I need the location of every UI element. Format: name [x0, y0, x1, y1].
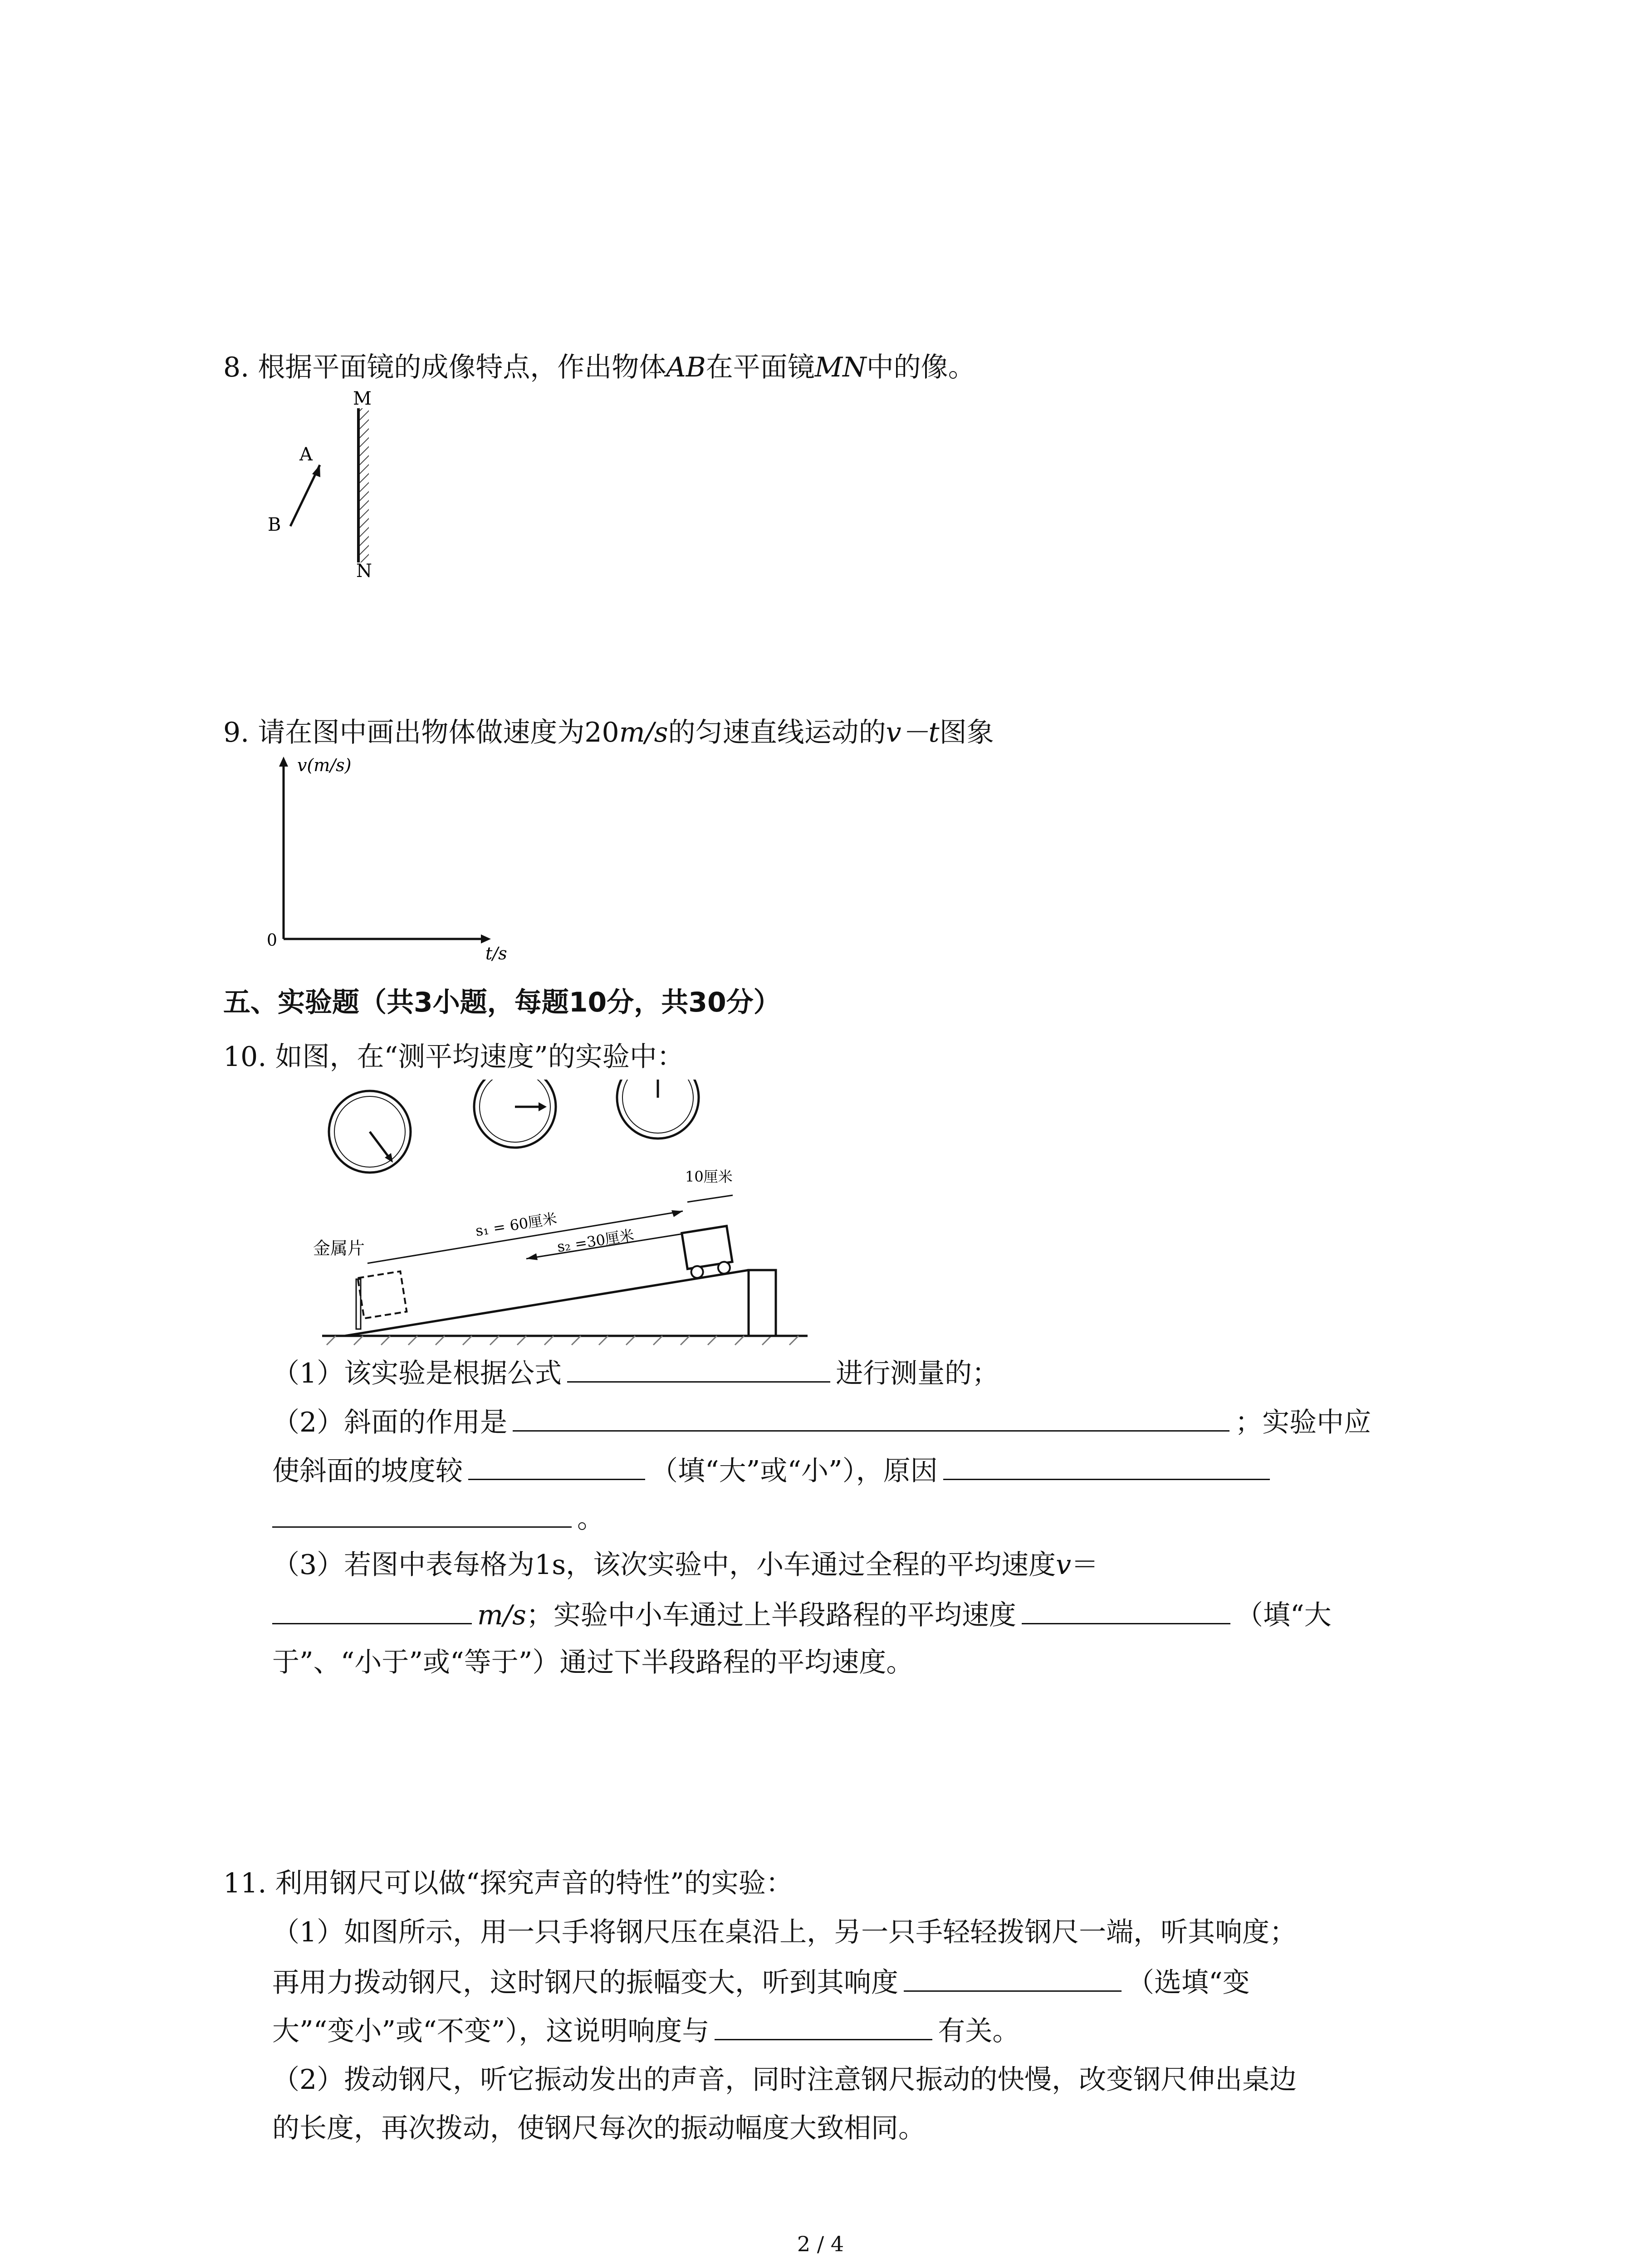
incline-diagram [313, 1080, 821, 1352]
label-n: N [356, 561, 372, 581]
q11-p2-line2: 的长度，再次拨动，使钢尺每次的振动幅度大致相同。 [272, 2112, 926, 2144]
q10-p3-line2: m/s；实验中小车通过上半段路程的平均速度 （填“大 [272, 1596, 1332, 1633]
page-number: 2 / 4 [797, 2232, 844, 2256]
reason-blank-continued[interactable] [272, 1499, 572, 1528]
q10-p2-line3: 。 [272, 1499, 604, 1537]
mirror-diagram [254, 390, 404, 581]
q11-p1-line2: 再用力拨动钢尺，这时钢尺的振幅变大，听到其响度 （选填“变 [272, 1963, 1250, 2001]
q10-intro: 10. 如图，在“测平均速度”的实验中： [223, 1041, 684, 1073]
ground-hatch [327, 1336, 798, 1345]
q10-p3-line3: 于”、“小于”或“等于”）通过下半段路程的平均速度。 [272, 1647, 914, 1678]
reason-blank[interactable] [943, 1452, 1270, 1480]
stopwatch-left [329, 1091, 411, 1173]
arrow-head [312, 465, 320, 477]
x-axis-arrow [481, 934, 491, 943]
q11-intro: 11. 利用钢尺可以做“探究声音的特性”的实验： [223, 1867, 793, 1899]
label-a: A [299, 444, 313, 465]
s1-label: s₁ = 60厘米 [474, 1210, 558, 1240]
label-m: M [353, 390, 372, 409]
average-speed-blank[interactable] [272, 1596, 472, 1624]
q11-p1-line3: 大”“变小”或“不变”），这说明响度与 有关。 [272, 2012, 1019, 2049]
origin-label: 0 [267, 931, 277, 950]
q10-p2-line2: 使斜面的坡度较 （填“大”或“小”），原因 [272, 1452, 1275, 1489]
q11-p1-line1: （1）如图所示，用一只手将钢尺压在桌沿上，另一只手轻轻拨钢尺一端，听其响度； [272, 1916, 1297, 1948]
q10-p2-line1: （2）斜面的作用是 ；实验中应 [272, 1403, 1371, 1441]
stopwatch-right [617, 1080, 699, 1139]
formula-blank[interactable] [567, 1354, 830, 1383]
car-end-position [358, 1271, 407, 1319]
s2-label: s₂ =30厘米 [556, 1226, 636, 1256]
y-axis-label: v(m/s) [297, 755, 352, 775]
q11-p2-line1: （2）拨动钢尺，听它振动发出的声音，同时注意钢尺振动的快慢，改变钢尺伸出桌边 [272, 2064, 1297, 2096]
metal-plate [356, 1279, 361, 1329]
stopwatch-middle [474, 1080, 556, 1148]
10cm-label: 10厘米 [685, 1168, 733, 1185]
factor-blank[interactable] [715, 2012, 932, 2040]
section-heading: 五、实验题（共3小题，每题10分，共30分） [223, 987, 781, 1018]
metal-plate-label: 金属片 [313, 1238, 365, 1258]
compare-speed-blank[interactable] [1022, 1596, 1230, 1624]
vt-graph [259, 753, 513, 966]
q10-p1: （1）该实验是根据公式 进行测量的； [272, 1354, 999, 1392]
incline-purpose-blank[interactable] [513, 1403, 1230, 1432]
q8-text: 8. 根据平面镜的成像特点，作出物体AB在平面镜MN中的像。 [223, 352, 975, 383]
x-axis-label: t/s [485, 943, 507, 963]
cart [682, 1226, 734, 1279]
label-b: B [268, 514, 281, 535]
y-axis-arrow [279, 757, 288, 767]
mirror-hatch [360, 408, 369, 562]
q9-text: 9. 请在图中画出物体做速度为20m/s的匀速直线运动的v－t图象 [223, 717, 994, 748]
support-block [749, 1270, 776, 1336]
loudness-blank[interactable] [904, 1963, 1122, 1992]
q10-p3-line1: （3）若图中表每格为1s，该次实验中，小车通过全程的平均速度v＝ [272, 1549, 1099, 1581]
10cm-arrow [687, 1195, 733, 1202]
slope-blank[interactable] [468, 1452, 645, 1480]
